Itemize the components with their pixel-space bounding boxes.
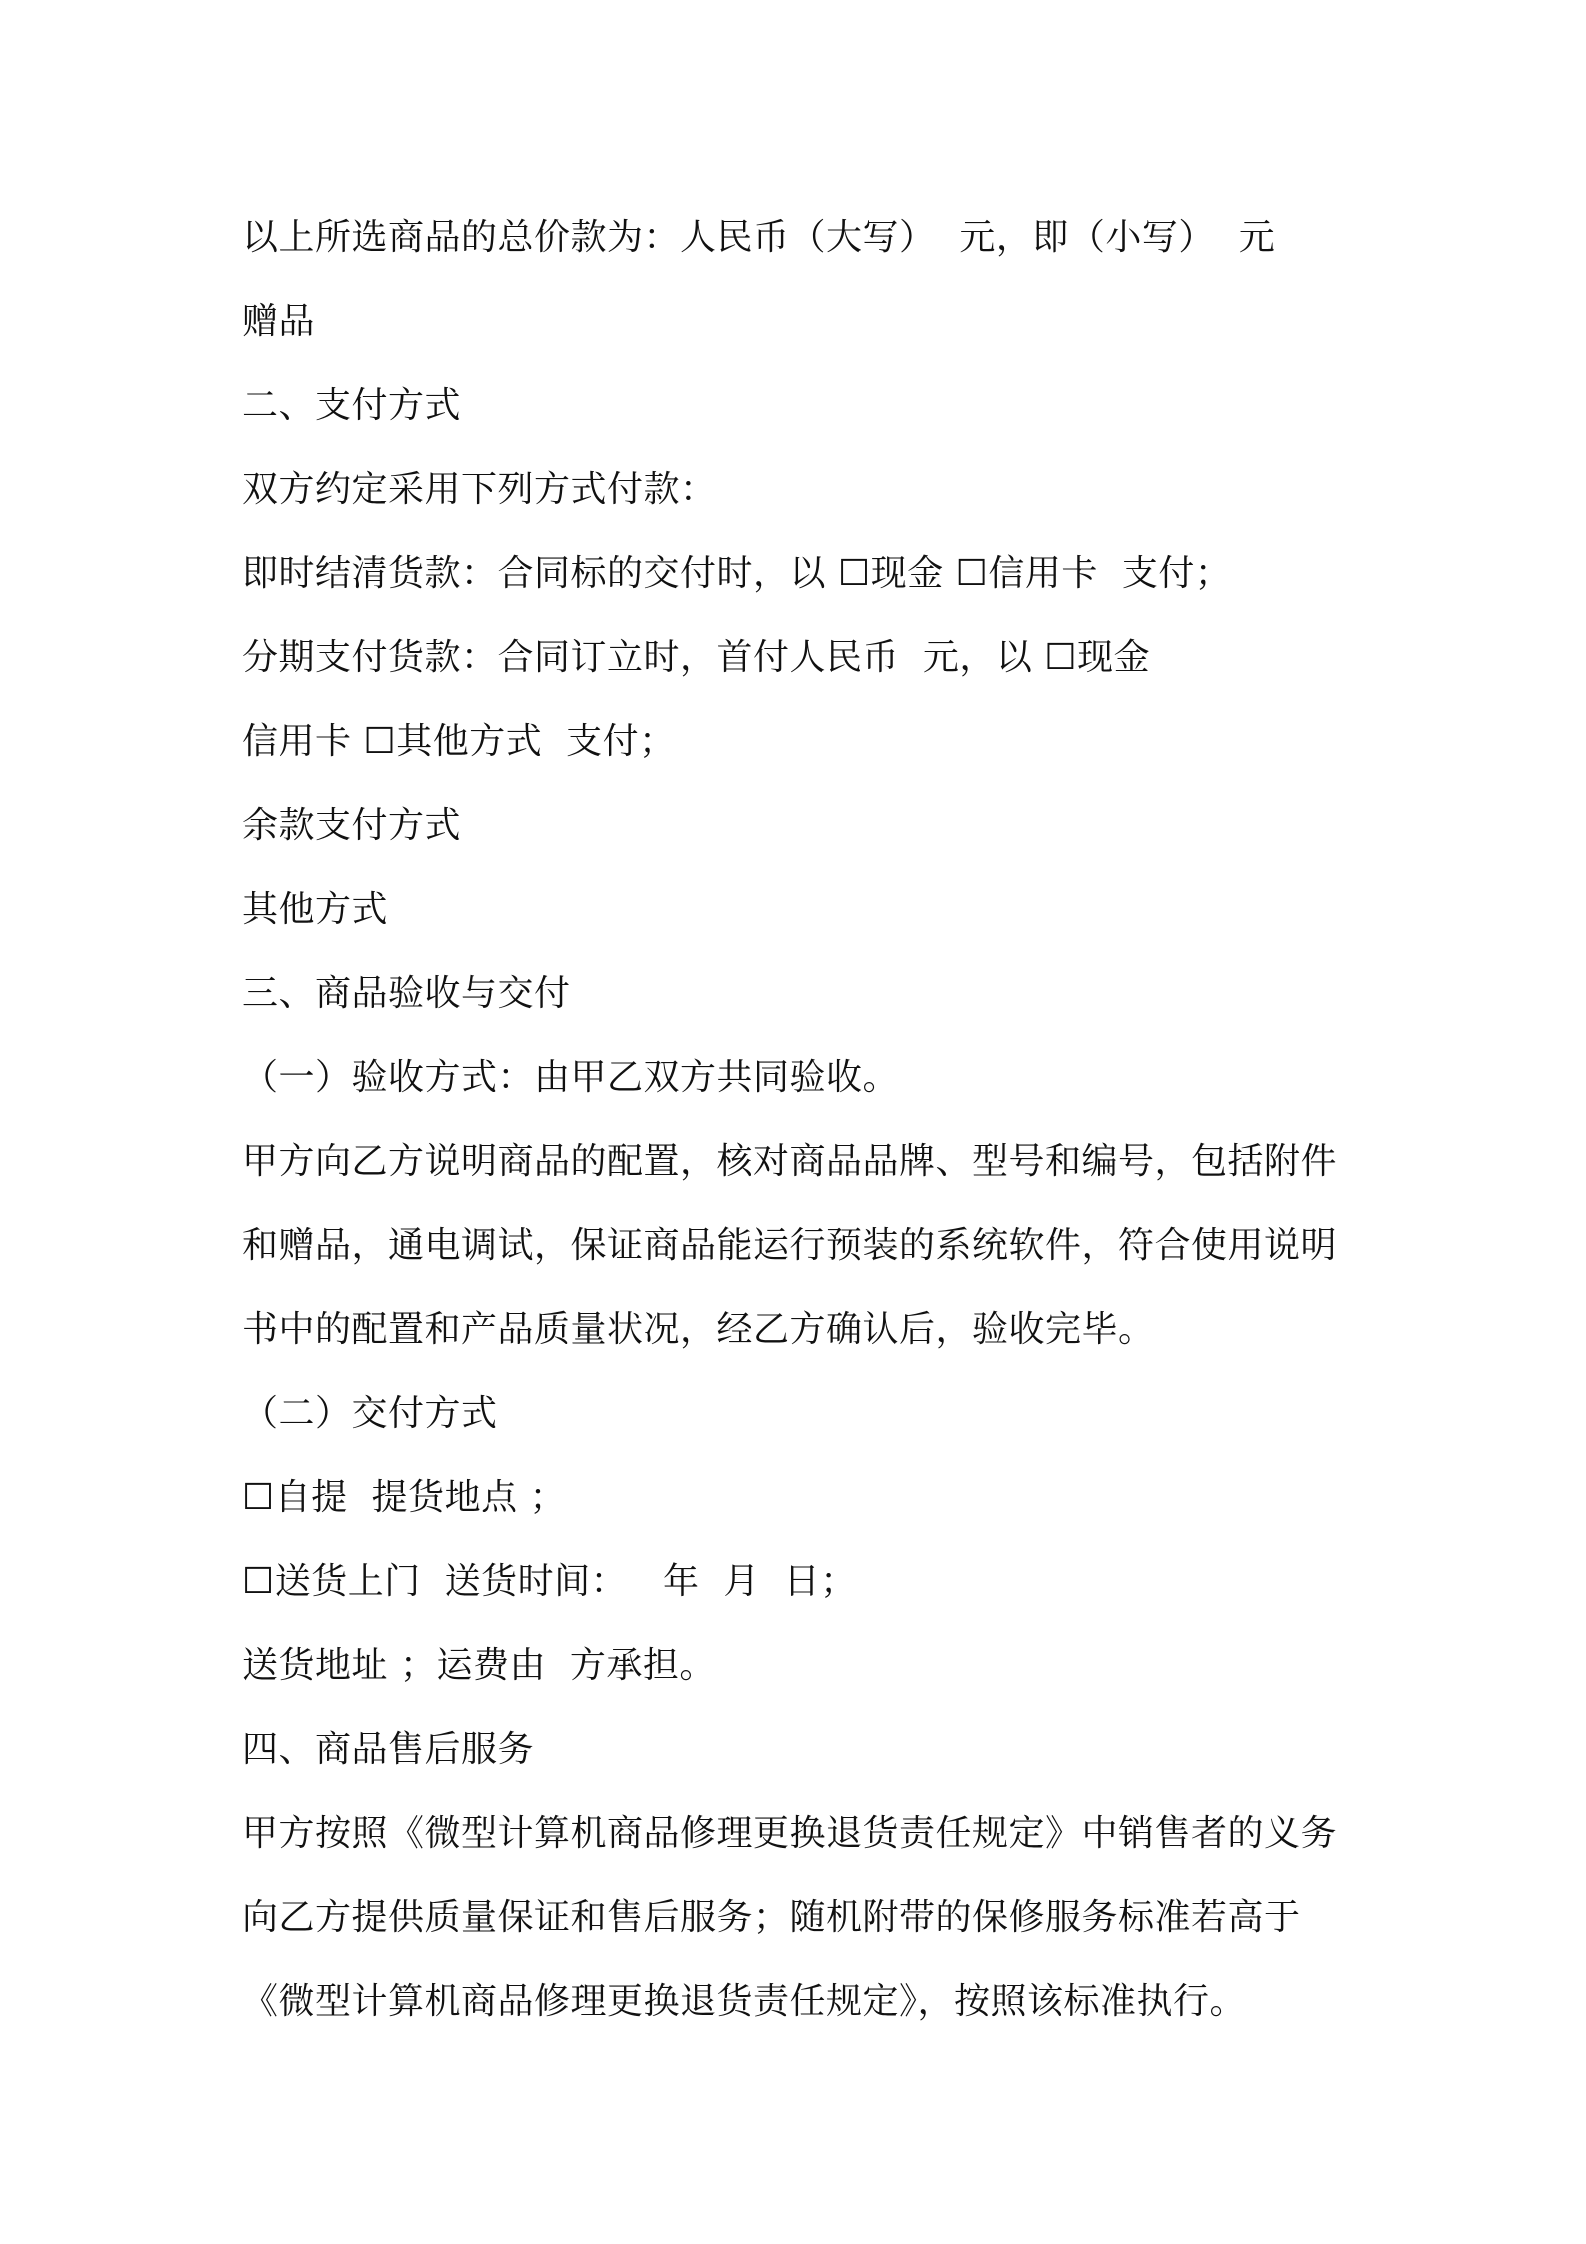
balance-payment-line: 余款支付方式 [242, 805, 462, 846]
payment-agreement-line: 双方约定采用下列方式付款： [242, 469, 717, 510]
section-heading-after-sales: 四、商品售后服务 [242, 1729, 535, 1770]
after-sales-paragraph-line-1: 甲方按照《微型计算机商品修理更换退货责任规定》中销售者的义务 [242, 1813, 1338, 1854]
gift-line: 赠品 [242, 301, 316, 342]
acceptance-paragraph-line-1: 甲方向乙方说明商品的配置，核对商品品牌、型号和编号，包括附件 [242, 1141, 1338, 1182]
self-pickup-line: ☐自提 提货地点 ； [242, 1477, 567, 1518]
total-price-line: 以上所选商品的总价款为：人民币（大写） 元，即（小写） 元 [242, 217, 1276, 258]
acceptance-paragraph-line-2: 和赠品，通电调试，保证商品能运行预装的系统软件，符合使用说明 [242, 1225, 1338, 1266]
document-body [242, 196, 1372, 2044]
acceptance-paragraph-line-3: 书中的配置和产品质量状况，经乙方确认后，验收完毕。 [242, 1309, 1155, 1350]
section-heading-acceptance: 三、商品验收与交付 [242, 973, 571, 1014]
delivery-method-subheading: （二）交付方式 [242, 1393, 498, 1434]
after-sales-paragraph-line-3: 《微型计算机商品修理更换退货责任规定》，按照该标准执行。 [242, 1981, 1247, 2022]
installment-payment-line: 分期支付货款：合同订立时，首付人民币 元，以 ☐现金 [242, 637, 1151, 678]
acceptance-method-subheading: （一）验收方式：由甲乙双方共同验收。 [242, 1057, 900, 1098]
other-method-line: 其他方式 [242, 889, 389, 930]
after-sales-paragraph-line-2: 向乙方提供质量保证和售后服务；随机附带的保修服务标准若高于 [242, 1897, 1301, 1938]
section-heading-payment: 二、支付方式 [242, 385, 462, 426]
delivery-address-line: 送货地址 ；运费由 方承担。 [242, 1645, 716, 1686]
home-delivery-line: ☐送货上门 送货时间： 年 月 日； [242, 1561, 857, 1602]
immediate-payment-line: 即时结清货款：合同标的交付时，以 ☐现金 ☐信用卡 支付； [242, 553, 1232, 594]
installment-payment-line-cont: 信用卡 ☐其他方式 支付； [242, 721, 676, 762]
